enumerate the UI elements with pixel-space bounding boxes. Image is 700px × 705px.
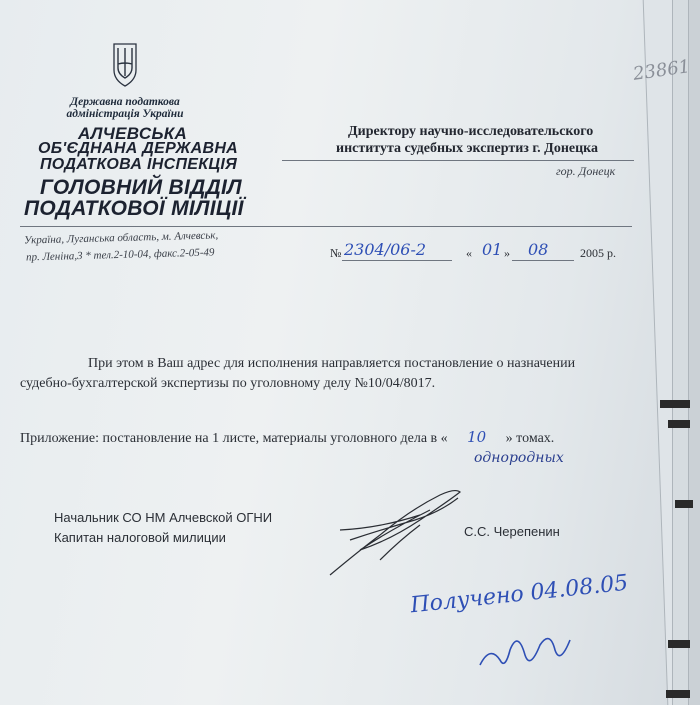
inspection-line1: АЛЧЕВСЬКА — [78, 124, 188, 143]
trident-emblem-icon — [112, 40, 138, 88]
state-admin-line1: Державна податкова — [70, 96, 180, 108]
ref-day-handwritten: 01 — [482, 240, 503, 259]
body-paragraph-line2: судебно-бухгалтерской экспертизы по уголовному делу №10/04/8017. — [20, 376, 436, 391]
sender-address-line2: пр. Леніна,3 * тел.2-10-04, факс.2-05-49 — [25, 246, 215, 264]
addressee-line2: института судебных экспертиз г. Донецка — [336, 141, 599, 156]
ref-year: 2005 р. — [580, 246, 616, 260]
department-line1: ГОЛОВНИЙ ВІДДІЛ — [40, 176, 242, 199]
attachment-prefix: Приложение: постановление на 1 листе, материалы уголовного дела в « — [20, 431, 448, 446]
paper-stack-edge — [688, 0, 700, 705]
receipt-signature-icon — [470, 620, 580, 680]
ref-month-handwritten: 08 — [528, 240, 549, 259]
signer-title-line2: Капитан налоговой милиции — [54, 530, 226, 545]
binding-shadow — [668, 640, 690, 648]
attachment-suffix: » томах. — [505, 431, 555, 446]
sender-address-line1: Україна, Луганська область, м. Алчевськ, — [23, 229, 219, 247]
department-line2: ПОДАТКОВОЇ МІЛІЦІЇ — [24, 197, 244, 220]
ref-number-prefix: № — [330, 246, 342, 260]
signer-name: С.С. Черепенин — [464, 524, 560, 539]
binding-shadow — [660, 400, 690, 408]
ink-signature-icon — [320, 480, 470, 580]
attachment-text — [20, 428, 554, 447]
state-admin-line2: адміністрація України — [66, 108, 184, 120]
addressee-line1: Директору научно-исследовательского — [348, 124, 594, 139]
addressee-city: гор. Донецк — [556, 164, 616, 178]
header-rule — [20, 226, 632, 227]
binding-shadow — [666, 690, 690, 698]
ref-month-underline — [512, 260, 574, 261]
ref-day-open: « — [466, 246, 472, 260]
attachment-count-handwritten: 10 — [467, 428, 487, 446]
header-rule — [282, 160, 634, 161]
binding-shadow — [668, 420, 690, 428]
body-paragraph-line1: При этом в Ваш адрес для исполнения направляется постановление о назначении — [88, 356, 576, 371]
signer-title-line1: Начальник СО НМ Алчевской ОГНИ — [54, 510, 273, 525]
receipt-handwritten-note: Получено 04.08.05 — [409, 570, 630, 619]
ref-number-underline — [342, 260, 452, 261]
inspection-line2: ОБ'ЄДНАНА ДЕРЖАВНА — [38, 140, 239, 157]
binding-shadow — [675, 500, 693, 508]
corner-stamp-number: 23861 — [631, 56, 692, 85]
ref-number-handwritten: 2304/06-2 — [344, 240, 427, 259]
inspection-line3: ПОДАТКОВА ІНСПЕКЦІЯ — [40, 156, 238, 173]
ref-day-close: » — [504, 246, 510, 260]
attachment-handwritten-note: однородных — [474, 450, 564, 466]
